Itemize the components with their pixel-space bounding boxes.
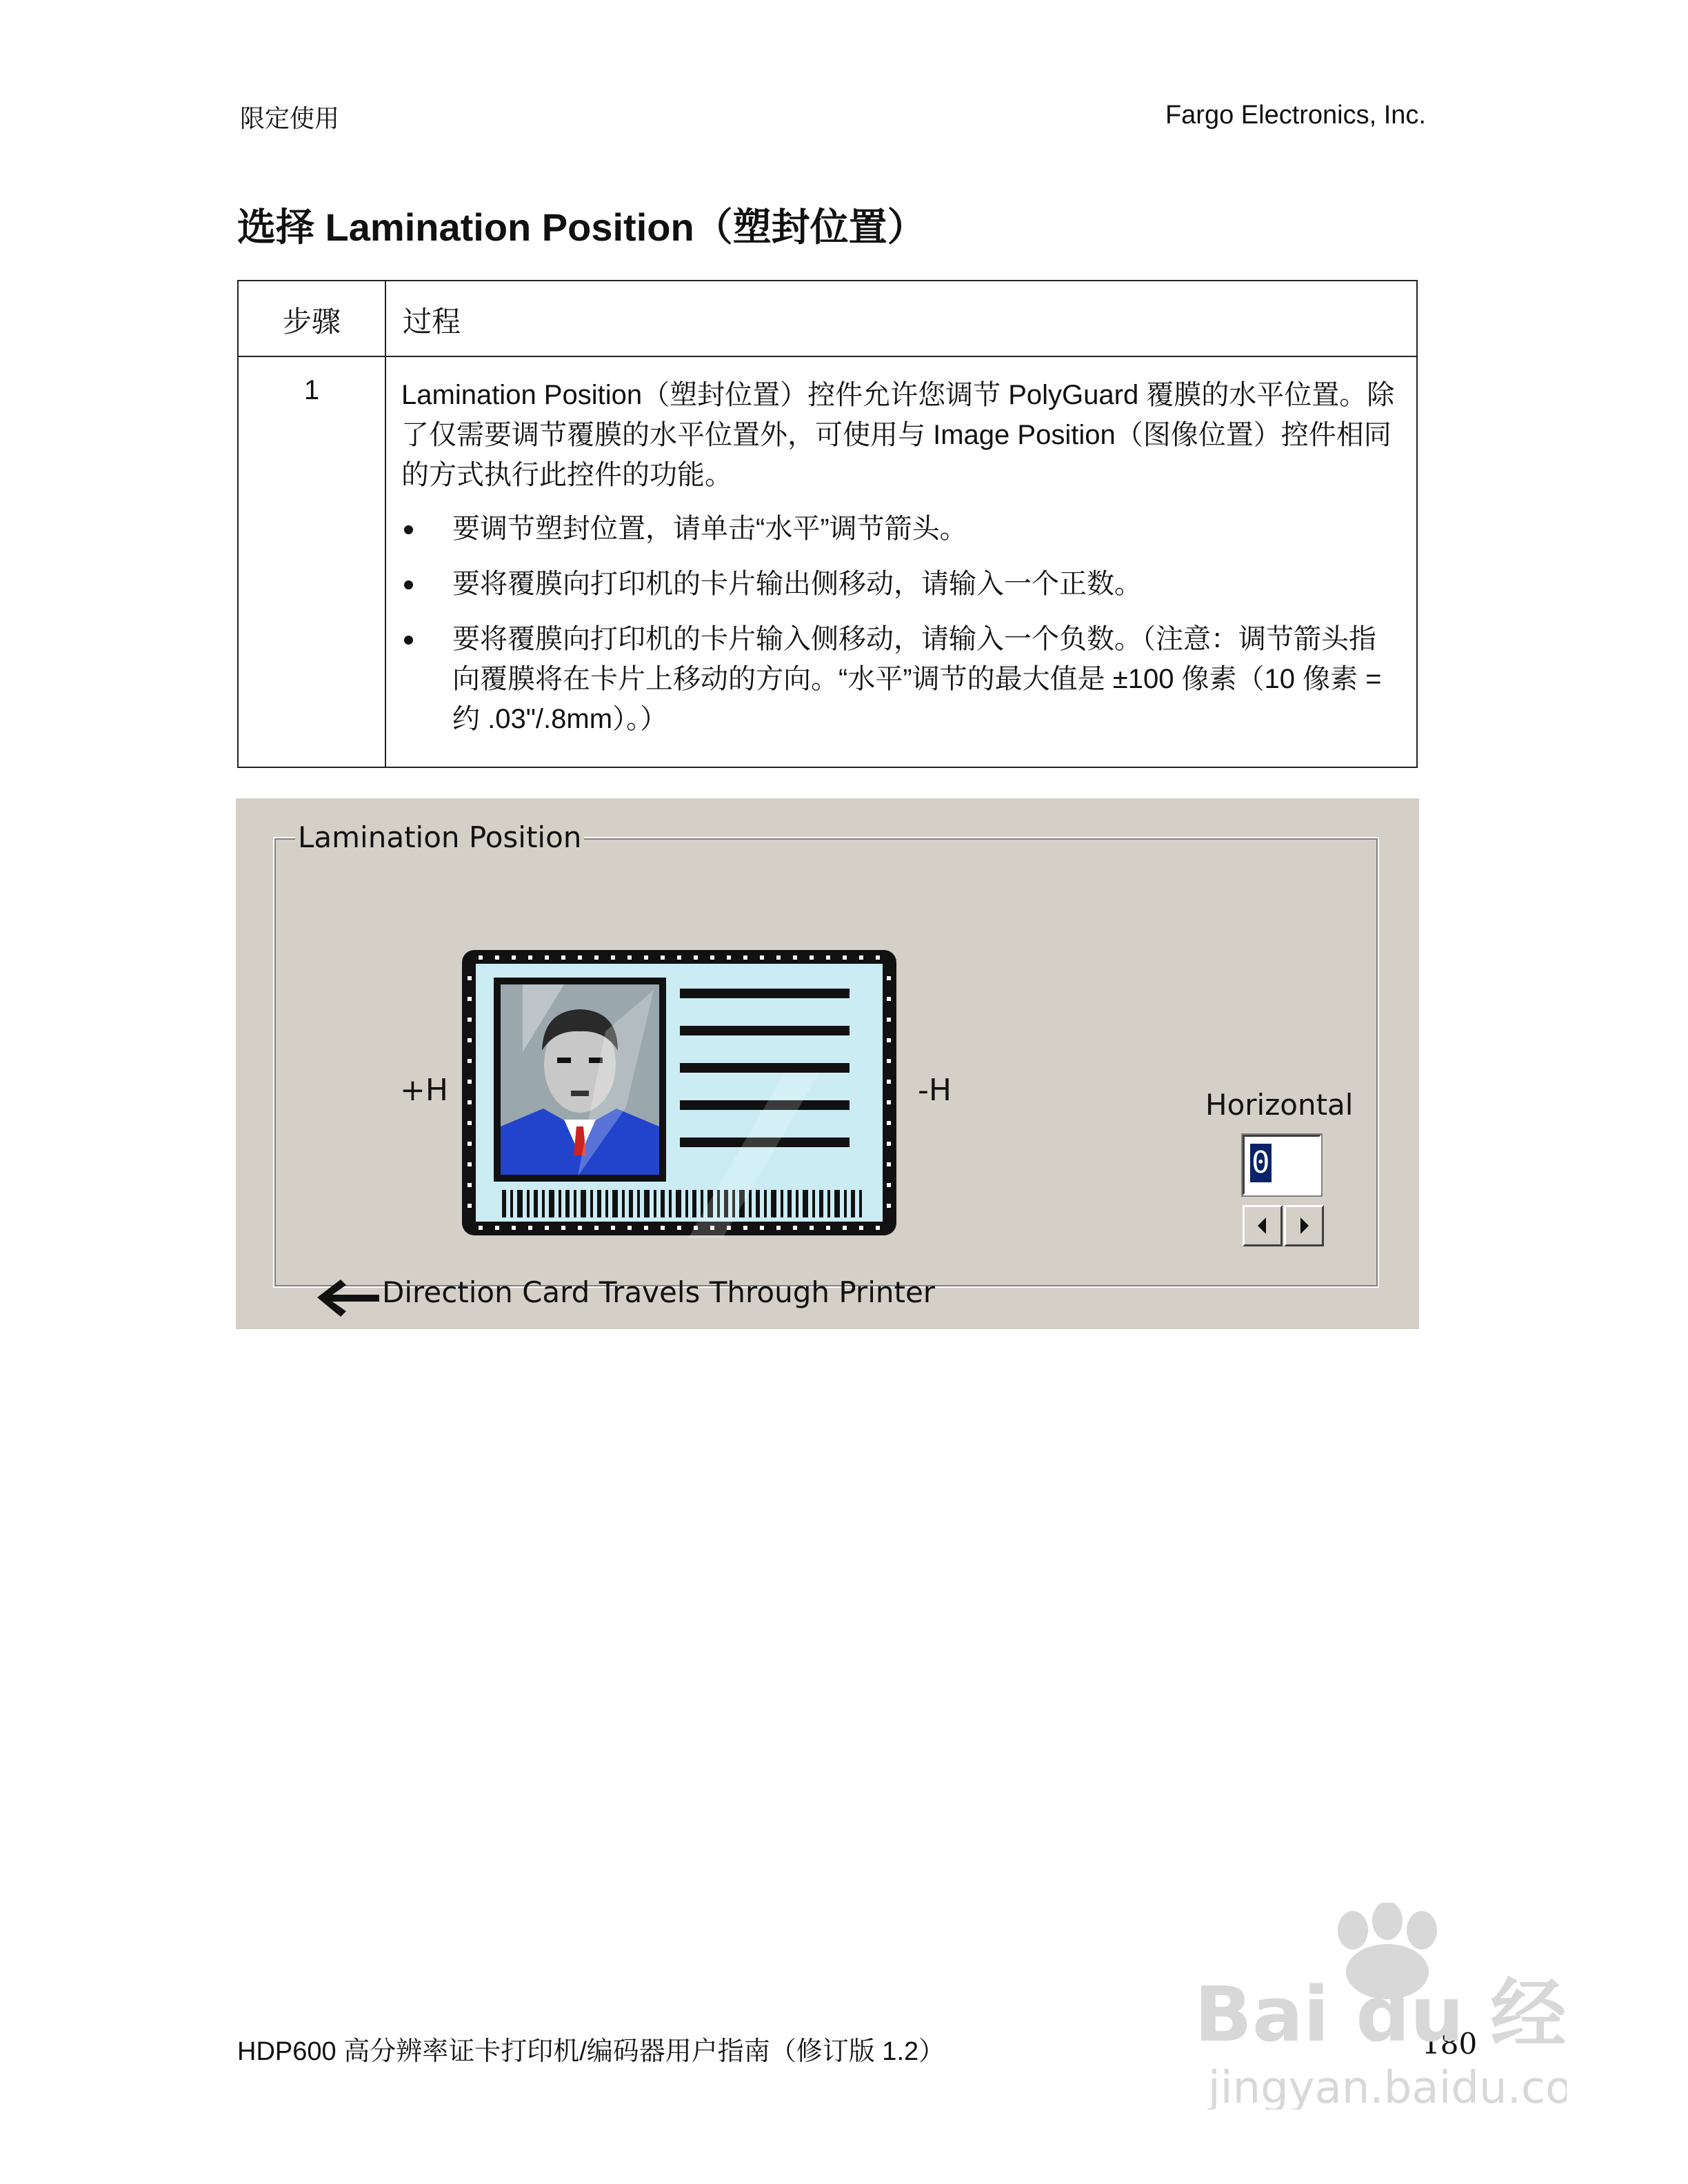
- spin-right-arrow-icon: [1286, 1207, 1322, 1244]
- table-row: [238, 356, 1417, 767]
- direction-arrow-icon: [314, 1277, 381, 1318]
- list-item: [401, 619, 1397, 739]
- watermark-text: Bai du 经: [1194, 1970, 1567, 2059]
- bullet-text: 要将覆膜向打印机的卡片输出侧移动，请输入一个正数。: [452, 569, 1142, 599]
- watermark-url: jingyan.baidu.co: [1208, 2063, 1567, 2110]
- baidu-watermark: [1180, 1903, 1567, 2112]
- footer-text: HDP600 高分辨率证卡打印机/编码器用户指南（修订版 1.2）: [237, 2037, 945, 2066]
- spin-left-arrow-icon: [1245, 1207, 1280, 1244]
- bullet-icon: [404, 525, 413, 534]
- groupbox-title: Lamination Position: [295, 820, 584, 854]
- id-card-icon: [461, 949, 899, 1241]
- horizontal-value-text: 0: [1250, 1144, 1272, 1182]
- bullet-text: 要调节塑封位置，请单击“水平”调节箭头。: [452, 514, 967, 544]
- section-title: 选择 Lamination Position（塑封位置）: [237, 205, 926, 249]
- lamination-position-panel: [236, 798, 1419, 1329]
- horizontal-decrease-button[interactable]: [1243, 1205, 1283, 1246]
- bullet-text: 要将覆膜向打印机的卡片输入侧移动，请输入一个负数。（注意：调节箭头指向覆膜将在卡片上移动的方向。“水平”调节的最大值是 ±100 像素（10 像素 = 约 .03"/.8mm）。）: [452, 624, 1382, 734]
- list-item: [401, 564, 1397, 604]
- header-right-text: Fargo Electronics, Inc.: [1165, 101, 1426, 130]
- bullet-list: [401, 509, 1397, 739]
- horizontal-label: Horizontal: [1205, 1088, 1354, 1122]
- horizontal-increase-button[interactable]: [1284, 1205, 1324, 1246]
- header-left-text: 限定使用: [240, 105, 340, 133]
- column-header-step: 步骤: [282, 305, 341, 338]
- list-item: [401, 509, 1397, 549]
- column-header-process: 过程: [403, 305, 461, 338]
- step-intro-text: Lamination Position（塑封位置）控件允许您调节 PolyGuard 覆膜的水平位置。除了仅需要调节覆膜的水平位置外，可使用与 Image Position（图像位置）控件相同的方式执行此控件的功能。: [401, 380, 1395, 490]
- steps-table: [237, 280, 1418, 768]
- direction-text: Direction Card Travels Through Printer: [382, 1275, 936, 1309]
- table-header-row: [238, 281, 1417, 356]
- step-number: 1: [303, 375, 320, 405]
- horizontal-value-input[interactable]: [1243, 1135, 1321, 1195]
- bullet-icon: [404, 636, 413, 645]
- page-number: 180: [1422, 2027, 1478, 2061]
- minus-h-label: -H: [918, 1073, 952, 1108]
- baidu-paw-icon: [1180, 1903, 1567, 2110]
- bullet-icon: [404, 580, 413, 589]
- plus-h-label: +H: [400, 1073, 448, 1108]
- lamination-position-groupbox: [273, 820, 1379, 1309]
